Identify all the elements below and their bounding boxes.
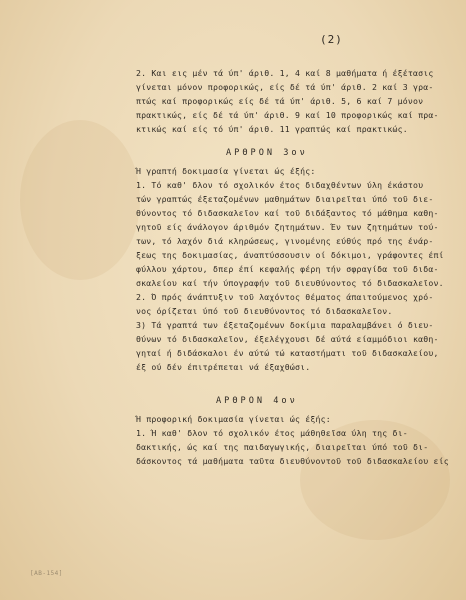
page-number: (2) <box>320 33 343 46</box>
text-line: 2. Ό πρός άνάπτυξιν τοῦ λαχόντος θέματος άπαιτούμενος χρό- <box>136 292 434 302</box>
article-three-body <box>136 164 464 374</box>
text-line: σκαλείου καί τήν ύπογραφήν τοῦ διευθύνοντος τό διδασκαλεῖον. <box>136 278 444 288</box>
text-line: φύλλου χάρτου, δπερ έπί κεφαλής φέρη τήν σφραγίδα τοῦ διδα- <box>136 264 439 274</box>
article-four-heading: ΑΡΘΡΟΝ 4ον <box>216 396 298 406</box>
section-one <box>136 66 464 136</box>
text-line: τών γραπτώς έξεταζομένων μαθημάτων διαιρεῖται ύπό τοῦ διε- <box>136 194 434 204</box>
text-line: Ή προφορική δοκιμασία γίνεται ώς έξής: <box>136 414 331 424</box>
text-line: κτικώς καί είς τό ύπ' άριθ. 11 γραπτώς καί πρακτικώς. <box>136 124 408 134</box>
text-line: γίνεται μόνον προφορικώς, είς δέ τά ύπ' άριθ. 2 καί 3 γρα- <box>136 82 434 92</box>
text-line: γητοῦ είς άνάλογον άριθμόν ζητημάτων. Έν των ζητημάτων τού- <box>136 222 439 232</box>
text-line: δακτικής, ώς καί της παιδαγωγικής, διαιρεῖται ύπό τοῦ δι- <box>136 442 429 452</box>
archive-mark: [AB-154] <box>30 570 63 577</box>
text-line: πτώς καί προφορικώς είς δέ τά ύπ' άριθ. 5, 6 καί 7 μόνον <box>136 96 424 106</box>
text-line: 1. Ή καθ' δλον τό σχολικόν έτος μάθηθεῖσα ύλη της δι- <box>136 428 408 438</box>
text-line: θύνοντος τό διδασκαλεῖον καί τοῦ διδάξαντος τό μάθημα καθη- <box>136 208 439 218</box>
article-four-body <box>136 412 464 468</box>
text-line: 1. Τό καθ' δλον τό σχολικόν έτος διδαχθέντων ύλη έκάστου <box>136 180 424 190</box>
text-line: θύνων τό διδασκαλεῖον, έξελέγχουσι δέ αύτά είαμμόδιοι καθη- <box>136 334 439 344</box>
text-line: Ή γραπτή δοκιμασία γίνεται ώς έξής: <box>136 166 316 176</box>
document-body <box>136 66 464 468</box>
text-line: δάσκοντος τά μαθήματα ταῦτα διευθύνοντοῦ τοῦ διδασκαλείου είς <box>136 456 449 466</box>
text-line: πρακτικώς, είς δέ τά ύπ' άριθ. 9 καί 10 προφορικώς καί πρα- <box>136 110 439 120</box>
paper-stain <box>20 120 140 280</box>
text-line: 3) Τά γραπτά των έξεταζομένων δοκίμια παραλαμβάνει ό διευ- <box>136 320 434 330</box>
article-three-heading: ΑΡΘΡΟΝ 3ον <box>226 148 308 158</box>
text-line: έξ ού δέν έπιτρέπεται νά έξαχθώσι. <box>136 362 311 372</box>
text-line: ξεως της δοκιμασίας, άναπτύσσουσιν οί δόκιμοι, γράφοντες έπί <box>136 250 444 260</box>
text-line: 2. Και εις μέν τά ύπ' άριθ. 1, 4 καί 8 μαθήματα ή έξέτασις <box>136 68 434 78</box>
text-line: νος όρίζεται ύπό τοῦ διευθύνοντος τό διδασκαλεῖον. <box>136 306 393 316</box>
text-line: γηταί ή διδάσκαλοι έν αύτώ τώ καταστήματι τοῦ διδασκαλείου, <box>136 348 439 358</box>
text-line: των, τό λαχόν διά κληρώσεως, γινομένης εύθύς πρό της ένάρ- <box>136 236 434 246</box>
